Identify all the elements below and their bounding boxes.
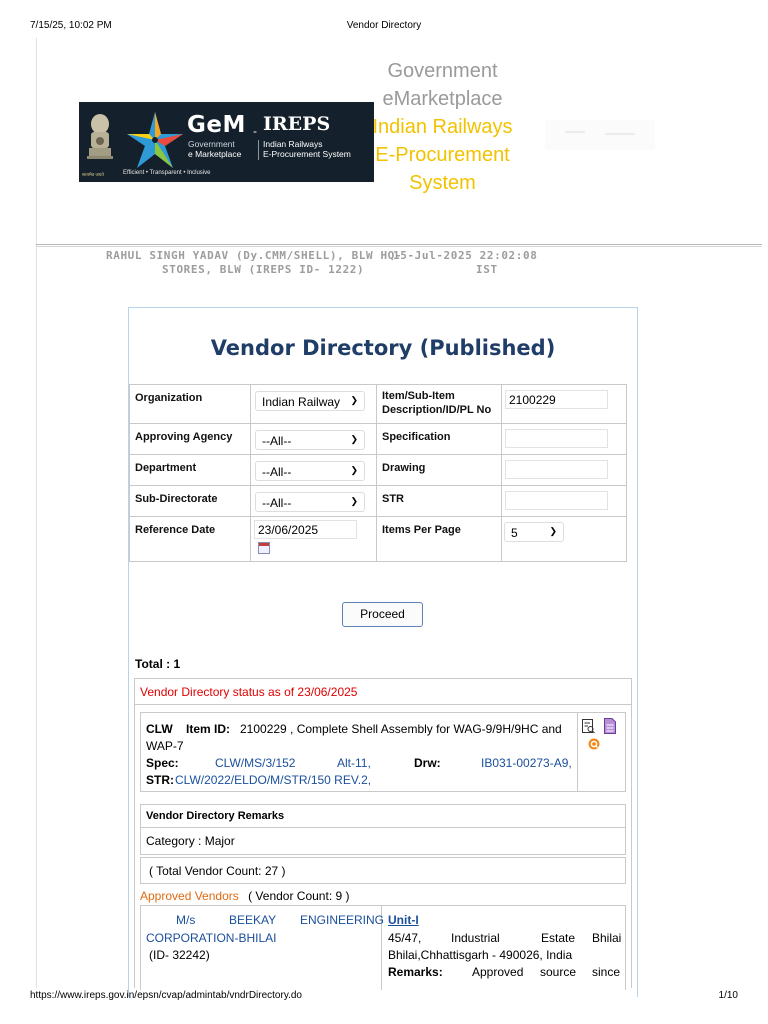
remarks-divider [141, 827, 625, 828]
subdirectorate-select-value: --All-- [262, 496, 292, 510]
vendor-address-part2: Industrial [451, 931, 500, 945]
query-icon[interactable] [588, 738, 600, 750]
proceed-button[interactable]: Proceed [342, 602, 423, 627]
chevron-down-icon: ❯ [350, 496, 358, 506]
spec-link[interactable]: CLW/MS/3/152 [215, 756, 296, 770]
chevron-down-icon: ❯ [549, 526, 557, 536]
drw-label: Drw: [414, 756, 441, 770]
page-title: Vendor Directory (Published) [210, 336, 556, 360]
item-description-cont: WAP-7 [146, 739, 184, 753]
chevron-down-icon: ❯ [350, 465, 358, 475]
vendor-address-part3: Estate [541, 931, 576, 945]
chevron-down-icon: ❯ [350, 395, 358, 405]
ireps-subtitle-2: E-Procurement System [263, 149, 351, 159]
department-label: Department [135, 462, 197, 474]
alt-text-gem: Government eMarketplace [382, 60, 503, 110]
approved-vendor-count: ( Vendor Count: 9 ) [248, 889, 350, 903]
spec-label: Spec: [146, 756, 179, 770]
gem-star-icon [123, 108, 187, 172]
item-id-label: Item ID: [186, 722, 231, 736]
ireps-wordmark: IREPS [263, 113, 331, 135]
items-per-page-value: 5 [511, 526, 518, 540]
user-info-line-1: RAHUL SINGH YADAV (Dy.CMM/SHELL), BLW HQ- [106, 249, 403, 262]
category-text: Category : Major [146, 834, 235, 848]
str-input[interactable] [505, 491, 608, 510]
approving-agency-select[interactable] [255, 430, 365, 450]
item-unit: CLW [146, 722, 173, 736]
login-timezone: IST [476, 263, 498, 276]
reference-date-label: Reference Date [135, 524, 216, 536]
reference-date-input[interactable]: 23/06/2025 [254, 520, 357, 539]
login-timestamp: 15-Jul-2025 22:02:08 [393, 249, 538, 262]
items-per-page-label: Items Per Page [382, 524, 461, 536]
vendor-address-line2: Bhilai,Chhattisgarh - 490026, India [388, 948, 573, 962]
approved-vendors-label: Approved Vendors [140, 889, 239, 903]
chevron-down-icon: ❯ [350, 434, 358, 444]
status-divider [135, 704, 631, 705]
search-document-icon[interactable] [582, 719, 595, 734]
print-title: Vendor Directory [346, 20, 422, 31]
approved-vendors-heading [140, 889, 349, 903]
str-item-label: STR: [146, 773, 174, 787]
filter-row-subdirectorate [130, 486, 626, 517]
gem-subtitle-2: e Marketplace [188, 149, 242, 159]
vendor-name-part2[interactable]: ENGINEERING [300, 913, 385, 927]
subdirectorate-label: Sub-Directorate [135, 493, 218, 505]
str-label: STR [382, 493, 404, 505]
vendor-name-part1[interactable]: BEEKAY [229, 913, 277, 927]
total-vendor-count: ( Total Vendor Count: 27 ) [149, 864, 286, 878]
department-select-value: --All-- [262, 465, 292, 479]
gem-ireps-logo [79, 102, 374, 182]
filter-row-approving-agency [130, 424, 626, 455]
gem-subtitle-1: Government [188, 139, 235, 149]
national-emblem-icon [83, 110, 117, 172]
approving-agency-label: Approving Agency [135, 431, 233, 443]
subdirectorate-select[interactable] [255, 492, 365, 512]
item-id-input[interactable]: 2100229 [505, 390, 608, 409]
item-description-label: Item/Sub-Item Description/ID/PL No [382, 390, 492, 416]
specification-input[interactable] [505, 429, 608, 448]
print-footer [30, 990, 738, 1004]
calendar-icon[interactable] [258, 542, 270, 554]
logo-tagline: Efficient • Transparent • Inclusive [123, 170, 211, 176]
organization-select-value: Indian Railway [262, 395, 341, 409]
vendor-address-part1: 45/47, [388, 931, 422, 945]
alt-text-ireps: Indian Railways E-Procurement System [372, 116, 513, 194]
emblem-caption: सत्यमेव जयते [82, 172, 104, 177]
print-url: https://www.ireps.gov.in/epsn/cvap/admintab/vndrDirectory.do [30, 990, 302, 1001]
items-per-page-select[interactable] [504, 522, 564, 542]
ireps-subtitle-1: Indian Railways [263, 139, 323, 149]
print-header [30, 20, 738, 34]
vendor-remarks-label: Remarks: [388, 965, 443, 979]
specification-label: Specification [382, 431, 451, 443]
vendor-remarks-part1: Approved [472, 965, 524, 979]
item-card-divider [577, 712, 578, 792]
str-link[interactable]: CLW/2022/ELDO/M/STR/150 REV.2, [175, 773, 372, 787]
department-select[interactable] [255, 461, 365, 481]
pdf-document-icon[interactable] [604, 718, 616, 734]
vendor-name-part3[interactable]: CORPORATION-BHILAI [146, 931, 277, 945]
drawing-link[interactable]: IB031-00273-A9, [481, 756, 572, 770]
logo-divider [258, 140, 259, 160]
filter-row-reference-date [130, 517, 626, 561]
print-datetime: 7/15/25, 10:02 PM [30, 20, 112, 31]
logo-dash: - [253, 124, 257, 138]
drawing-label: Drawing [382, 462, 426, 474]
vendor-address-part4: Bhilai [592, 931, 622, 945]
faint-logo-icon [545, 120, 655, 150]
approving-agency-select-value: --All-- [262, 434, 292, 448]
header-divider [36, 244, 762, 247]
gem-wordmark: GeM [187, 112, 246, 138]
vendor-name-prefix[interactable]: M/s [176, 913, 196, 927]
vendor-remarks-part2: source [540, 965, 577, 979]
user-info-line-2: STORES, BLW (IREPS ID- 1222) [162, 263, 365, 276]
filter-row-organization [130, 385, 626, 424]
vendor-id: (ID- 32242) [149, 948, 210, 962]
vendor-unit-link[interactable]: Unit-I [388, 913, 419, 927]
remarks-title: Vendor Directory Remarks [146, 810, 285, 822]
organization-label: Organization [135, 392, 203, 404]
organization-select[interactable] [255, 391, 365, 411]
alt-link[interactable]: Alt-11, [337, 756, 371, 770]
filter-form [129, 384, 627, 562]
total-count: Total : 1 [135, 657, 181, 671]
drawing-input[interactable] [505, 460, 608, 479]
item-id-description: 2100229 , Complete Shell Assembly for WAG-9/9H/9HC and [240, 722, 562, 736]
filter-row-department [130, 455, 626, 486]
status-as-of: Vendor Directory status as of 23/06/2025 [140, 685, 358, 699]
vendor-remarks-part3: since [592, 965, 621, 979]
print-page-number: 1/10 [718, 990, 738, 1001]
